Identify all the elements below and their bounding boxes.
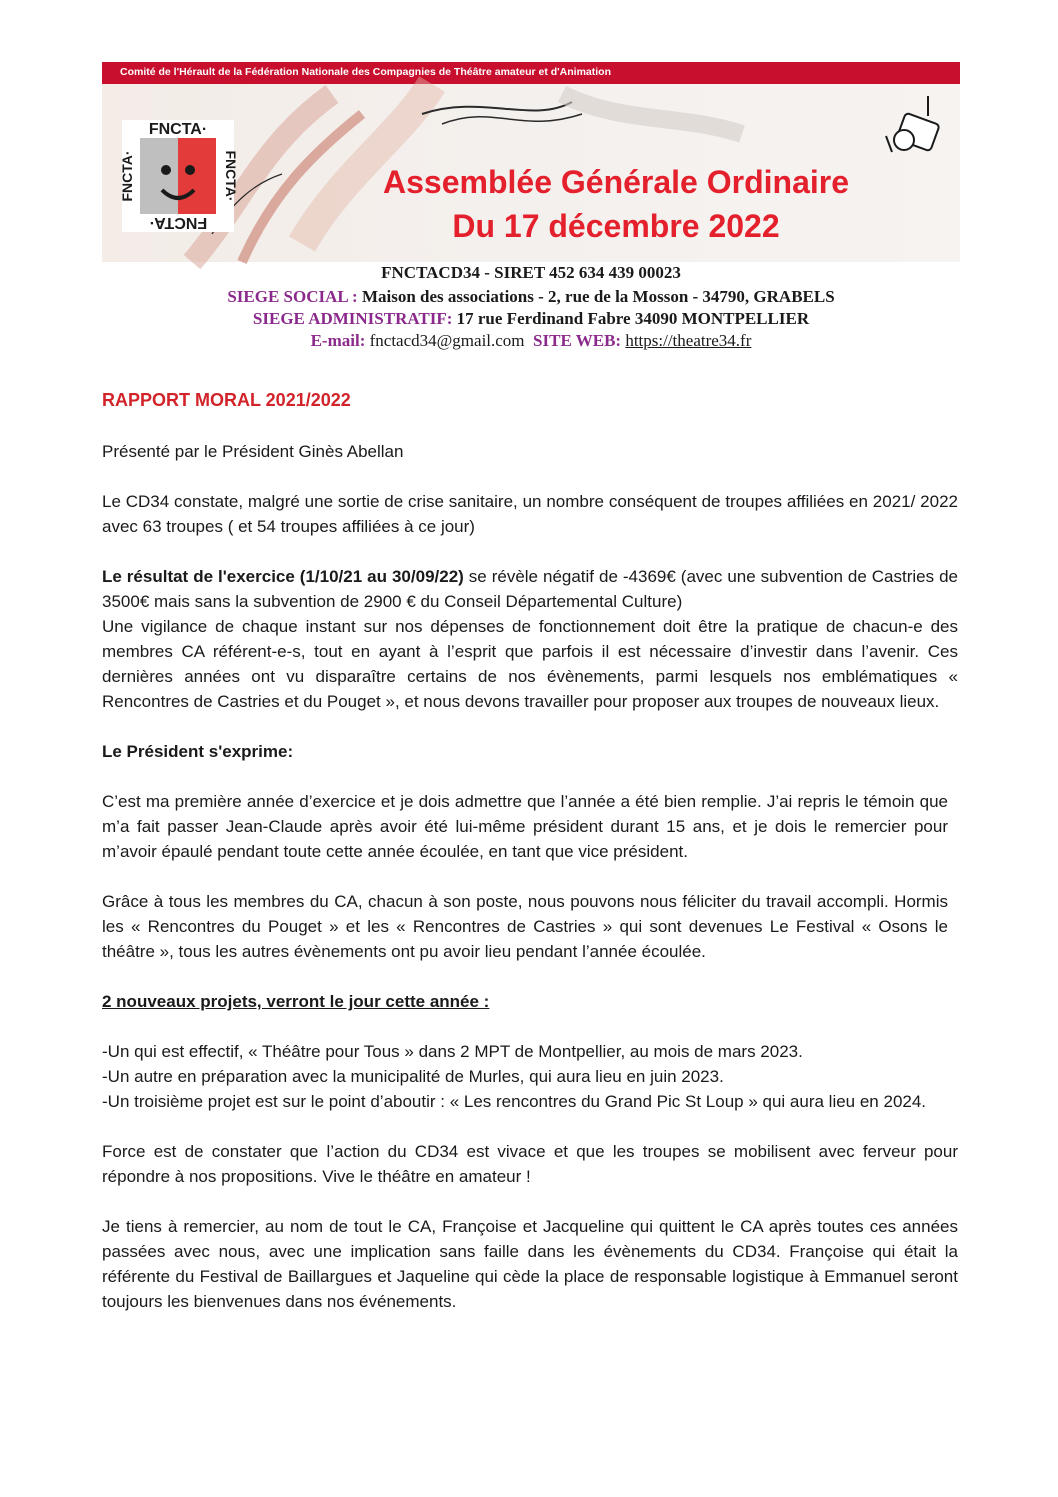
paragraph-affiliations: Le CD34 constate, malgré une sortie de crise sanitaire, un nombre conséquent de troupes affiliées en 2021/ 2022 avec 63 troupes ( et 54 troupes affiliées à ce jour) (102, 492, 958, 536)
identity-siret: FNCTACD34 - SIRET 452 634 439 00023 (381, 263, 681, 282)
project-item: -Un autre en préparation avec la municipalité de Murles, qui aura lieu en juin 2023. (102, 1067, 724, 1086)
svg-text:FNCTA·: FNCTA· (148, 121, 208, 138)
siege-social-value: Maison des associations - 2, rue de la Mosson - 34790, GRABELS (361, 287, 835, 306)
projects-heading: 2 nouveaux projets, verront le jour cette année : (102, 992, 490, 1011)
result-label: Le résultat de l'exercice (1/10/21 au 30/09/22) (102, 567, 464, 586)
siege-social-label: SIEGE SOCIAL : (227, 287, 358, 306)
paragraph-vigilance: Une vigilance de chaque instant sur nos dépenses de fonctionnement doit être la pratique de chacun-e des membres CA référent-e-s, tout en ayant à l’esprit que parfois il est nécessaire d’investir dans l’avenir. Ces dernières années ont vu disparaître certains de nos évènements, parmi lesquels nos emblématiques « Rencontres de Castries et du Pouget », et nous devons travailler pour proposer aux troupes de nouveaux lieux. (102, 617, 958, 711)
identity-siege-admin (102, 309, 960, 329)
identity-contact (102, 331, 960, 351)
site-label: SITE WEB: (533, 331, 622, 350)
svg-text:FNCTA·: FNCTA· (119, 150, 135, 202)
paragraph-conclusion: Force est de constater que l’action du CD34 est vivace et que les troupes se mobilisent avec ferveur pour répondre à nos propositions. Vive le théâtre en amateur ! (102, 1142, 958, 1186)
identity-siege-social (102, 287, 960, 307)
banner-strip (102, 62, 960, 84)
projector-icon (878, 96, 948, 166)
fncta-logo (119, 120, 239, 232)
paragraph-thanks-ca: Grâce à tous les membres du CA, chacun à son poste, nous pouvons nous féliciter du travail accompli. Hormis les « Rencontres du Pouget » et les « Rencontres de Castries » qui sont devenues Le Festival « Osons le théâtre », tous les autres évènements ont pu avoir lieu pendant l’année écoulée. (102, 892, 948, 961)
email-value[interactable]: fnctacd34@gmail.com (369, 331, 525, 350)
paragraph-result (102, 564, 958, 614)
svg-text:FNCTA·: FNCTA· (148, 214, 208, 231)
header-banner (102, 62, 960, 262)
site-link[interactable]: https://theatre34.fr (625, 331, 752, 350)
banner-strip-text: Comité de l'Hérault de la Fédération Nationale des Compagnies de Théâtre amateur et d'Animation (120, 66, 612, 78)
result-text: se révèle négatif de -4369€ (avec une subvention de Castries de 3500€ mais sans la subvention de 2900 € du Conseil Départemental Culture) (102, 567, 958, 611)
president-heading: Le Président s'exprime: (102, 742, 294, 761)
siege-admin-value: 17 rue Ferdinand Fabre 34090 MONTPELLIER (456, 309, 810, 328)
paragraph-first-year: C’est ma première année d’exercice et je dois admettre que l’année a été bien remplie. J’ai repris le témoin que m’a fait passer Jean-Claude après avoir été lui-même président durant 15 ans, et je dois le remercier pour m’avoir épaulé pendant toute cette année écoulée, en tant que vice président. (102, 792, 948, 861)
email-label: E-mail: (310, 331, 366, 350)
banner-title-line1: Assemblée Générale Ordinaire (383, 164, 849, 200)
report-title: RAPPORT MORAL 2021/2022 (102, 390, 351, 410)
project-item: -Un qui est effectif, « Théâtre pour Tous » dans 2 MPT de Montpellier, au mois de mars 2023. (102, 1042, 803, 1061)
report-body (102, 388, 958, 1339)
presented-by: Présenté par le Président Ginès Abellan (102, 442, 404, 461)
paragraph-farewell: Je tiens à remercier, au nom de tout le CA, Françoise et Jacqueline qui quittent le CA après toutes ces années passées avec nous, avec une implication sans faille dans les évènements du CD34. Françoise qui était la référente du Festival de Baillargues et Jaqueline qui cède la place de responsable logistique à Emmanuel seront toujours les bienvenues dans nos événements. (102, 1217, 958, 1311)
banner-title-line2: Du 17 décembre 2022 (452, 208, 780, 244)
project-item: -Un troisième projet est sur le point d’aboutir : « Les rencontres du Grand Pic St Loup » qui aura lieu en 2024. (102, 1092, 927, 1111)
siege-admin-label: SIEGE ADMINISTRATIF: (252, 309, 453, 328)
svg-text:FNCTA·: FNCTA· (223, 150, 239, 202)
